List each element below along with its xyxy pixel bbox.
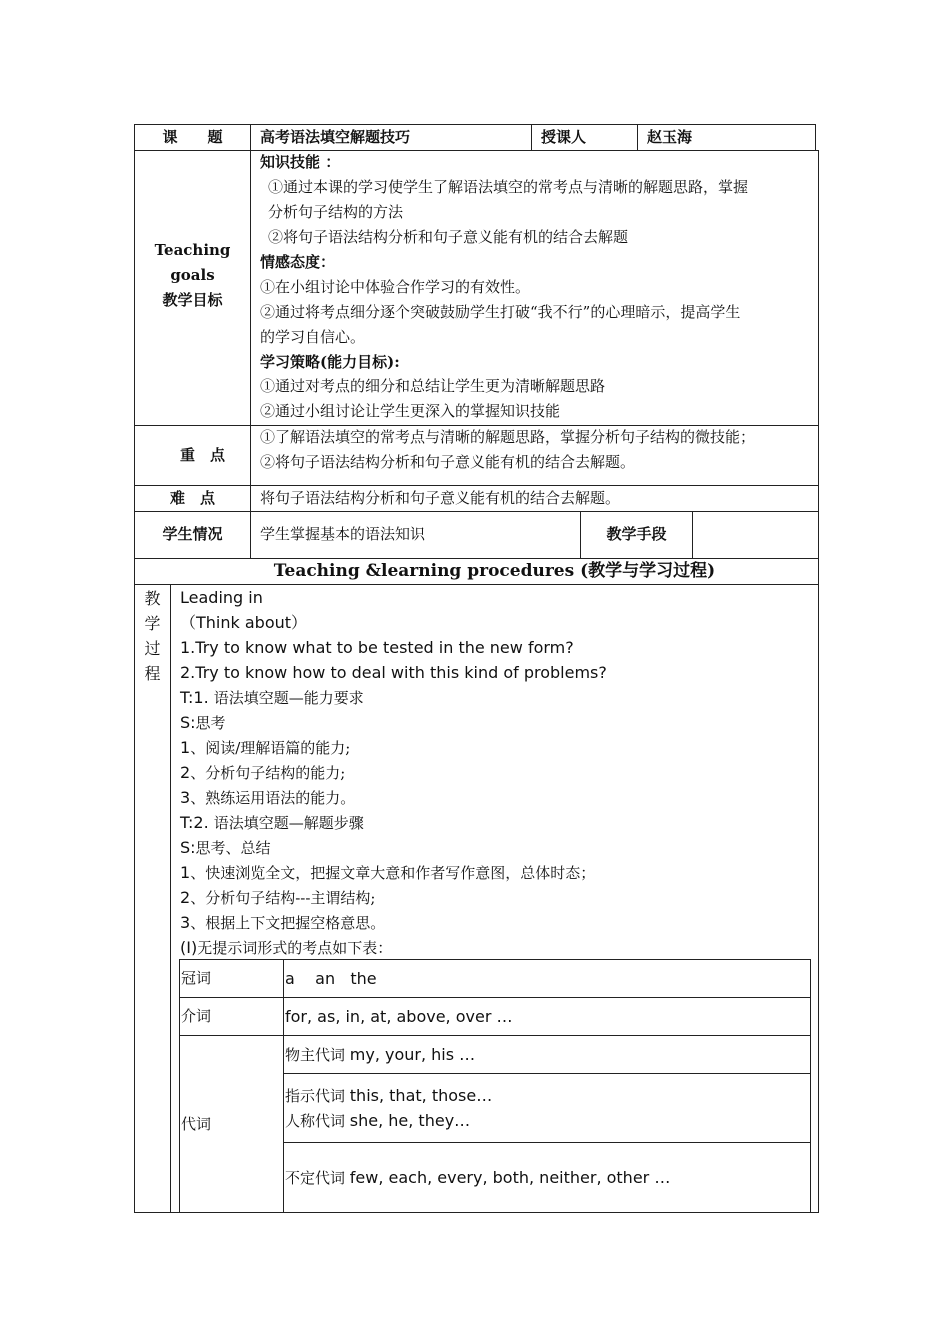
line-text: 思考、总结 bbox=[195, 839, 271, 857]
procedure-line bbox=[180, 835, 271, 861]
personal-pronoun-row bbox=[285, 1108, 470, 1134]
line-text: 无提示词形式的考点如下表： bbox=[197, 939, 393, 957]
line-prefix: 2 bbox=[180, 888, 191, 907]
teaching-means-label: 教学手段 bbox=[606, 525, 667, 543]
side-char: 过 bbox=[144, 639, 161, 658]
side-char: 程 bbox=[144, 664, 161, 683]
strategy-item-1: ①通过对考点的细分和总结让学生更为清晰解题思路 bbox=[260, 377, 606, 395]
line-prefix: (I) bbox=[180, 938, 198, 957]
difficulty-label: 难 点 bbox=[169, 489, 215, 507]
inner-table-border bbox=[179, 1035, 811, 1036]
table-border bbox=[170, 584, 171, 1213]
line-prefix: S: bbox=[180, 838, 196, 857]
table-border bbox=[815, 124, 816, 150]
key-points-line-2: ②将句子语法结构分析和句子意义能有机的结合去解题。 bbox=[260, 453, 636, 471]
inner-table-border bbox=[283, 1212, 811, 1213]
procedures-side-label bbox=[135, 586, 170, 686]
line-text: 、分析句子结构的能力; bbox=[190, 764, 346, 782]
procedure-line: Leading in bbox=[180, 588, 263, 607]
row-label: 指示代词 bbox=[285, 1087, 350, 1105]
attitude-item-1: ①在小组讨论中体验合作学习的有效性。 bbox=[260, 278, 531, 296]
procedures-title: Teaching &learning procedures (教学与学习过程) bbox=[273, 561, 716, 581]
side-char: 学 bbox=[144, 614, 161, 633]
topic-label: 课 题 bbox=[162, 128, 223, 146]
procedure-line bbox=[180, 935, 392, 961]
key-points-label: 重 点 bbox=[179, 446, 225, 464]
line-text: 、分析句子结构---主谓结构; bbox=[190, 889, 376, 907]
procedure-line bbox=[180, 910, 385, 936]
line-text: 、根据上下文把握空格意思。 bbox=[190, 914, 386, 932]
inner-table-border bbox=[179, 959, 811, 960]
procedure-line bbox=[180, 885, 375, 911]
strategy-item-2: ②通过小组讨论让学生更深入的掌握知识技能 bbox=[260, 402, 561, 420]
inner-table-border bbox=[810, 959, 811, 1213]
students-label: 学生情况 bbox=[162, 525, 223, 543]
line-text: 语法填空题—解题步骤 bbox=[213, 814, 364, 832]
line-prefix: S: bbox=[180, 713, 196, 732]
line-text: 、快速浏览全文，把握文章大意和作者写作意图，总体时态； bbox=[190, 864, 596, 882]
difficulty-value: 将句子语法结构分析和句子意义能有机的结合去解题。 bbox=[260, 489, 621, 507]
line-prefix: 3 bbox=[180, 788, 191, 807]
line-prefix: 1 bbox=[180, 863, 191, 882]
line-text: 语法填空题—能力要求 bbox=[213, 689, 364, 707]
students-value: 学生掌握基本的语法知识 bbox=[260, 525, 426, 543]
indefinite-pronoun-row bbox=[285, 1165, 670, 1191]
pronoun-label: 代词 bbox=[181, 1115, 212, 1133]
possessive-pronoun-row bbox=[285, 1042, 475, 1068]
procedure-line bbox=[180, 760, 345, 786]
inner-table-border bbox=[283, 1073, 811, 1074]
row-value: this, that, those… bbox=[349, 1086, 493, 1105]
procedure-line: 1.Try to know what to be tested in the new form? bbox=[180, 638, 574, 657]
goals-label-en-1: Teaching bbox=[154, 241, 231, 259]
line-text: 思考 bbox=[195, 714, 226, 732]
inner-table-border bbox=[179, 997, 811, 998]
procedure-line: 2.Try to know how to deal with this kind of problems? bbox=[180, 663, 607, 682]
strategy-title: 学习策略(能力目标): bbox=[260, 353, 400, 371]
teacher-value: 赵玉海 bbox=[647, 128, 693, 146]
line-text: 、阅读/理解语篇的能力; bbox=[190, 739, 351, 757]
table-border bbox=[134, 511, 819, 512]
table-border bbox=[637, 124, 638, 150]
teacher-label: 授课人 bbox=[541, 128, 587, 146]
inner-table-border bbox=[283, 959, 284, 1213]
table-border bbox=[250, 124, 251, 558]
row-value: she, he, they… bbox=[349, 1111, 471, 1130]
goals-label-en-2: goals bbox=[170, 266, 215, 284]
procedure-line: （Think about） bbox=[180, 613, 308, 632]
preposition-value: for, as, in, at, above, over … bbox=[285, 1007, 513, 1026]
line-text: 、熟练运用语法的能力。 bbox=[190, 789, 356, 807]
procedure-line bbox=[180, 710, 226, 736]
line-prefix: 3 bbox=[180, 913, 191, 932]
procedure-line bbox=[180, 785, 355, 811]
side-char: 教 bbox=[144, 589, 161, 608]
line-prefix: T:1. bbox=[180, 688, 214, 707]
line-prefix: 2 bbox=[180, 763, 191, 782]
goals-label bbox=[135, 238, 250, 313]
procedure-line bbox=[180, 685, 364, 711]
table-border bbox=[692, 511, 693, 558]
inner-table-border bbox=[179, 959, 180, 1213]
line-prefix: 1 bbox=[180, 738, 191, 757]
procedure-line bbox=[180, 735, 350, 761]
row-label: 不定代词 bbox=[285, 1169, 350, 1187]
article-value: a an the bbox=[285, 969, 377, 988]
knowledge-item-1b: 分析句子结构的方法 bbox=[268, 203, 404, 221]
topic-value: 高考语法填空解题技巧 bbox=[260, 128, 411, 146]
knowledge-title: 知识技能 ： bbox=[260, 153, 341, 171]
table-border bbox=[134, 150, 819, 151]
article-label: 冠词 bbox=[181, 969, 212, 987]
row-value: my, your, his … bbox=[349, 1045, 476, 1064]
row-label: 物主代词 bbox=[285, 1046, 350, 1064]
row-value: few, each, every, both, neither, other … bbox=[349, 1168, 671, 1187]
demonstrative-pronoun-row bbox=[285, 1083, 492, 1109]
key-points-line-1: ①了解语法填空的常考点与清晰的解题思路，掌握分析句子结构的微技能； bbox=[260, 428, 756, 446]
procedure-line bbox=[180, 860, 595, 886]
inner-table-border bbox=[283, 1142, 811, 1143]
goals-label-cn: 教学目标 bbox=[162, 291, 223, 309]
line-prefix: T:2. bbox=[180, 813, 214, 832]
table-border bbox=[818, 150, 819, 1213]
attitude-item-2a: ②通过将考点细分逐个突破鼓励学生打破“我不行”的心理暗示，提高学生 bbox=[260, 303, 741, 321]
knowledge-item-2: ②将句子语法结构分析和句子意义能有机的结合去解题 bbox=[268, 228, 629, 246]
knowledge-item-1a: ①通过本课的学习使学生了解语法填空的常考点与清晰的解题思路，掌握 bbox=[268, 178, 749, 196]
row-label: 人称代词 bbox=[285, 1112, 350, 1130]
table-border bbox=[531, 124, 532, 150]
attitude-item-2b: 的学习自信心。 bbox=[260, 328, 366, 346]
attitude-title: 情感态度： bbox=[260, 253, 336, 271]
procedure-line bbox=[180, 810, 364, 836]
preposition-label: 介词 bbox=[181, 1007, 212, 1025]
